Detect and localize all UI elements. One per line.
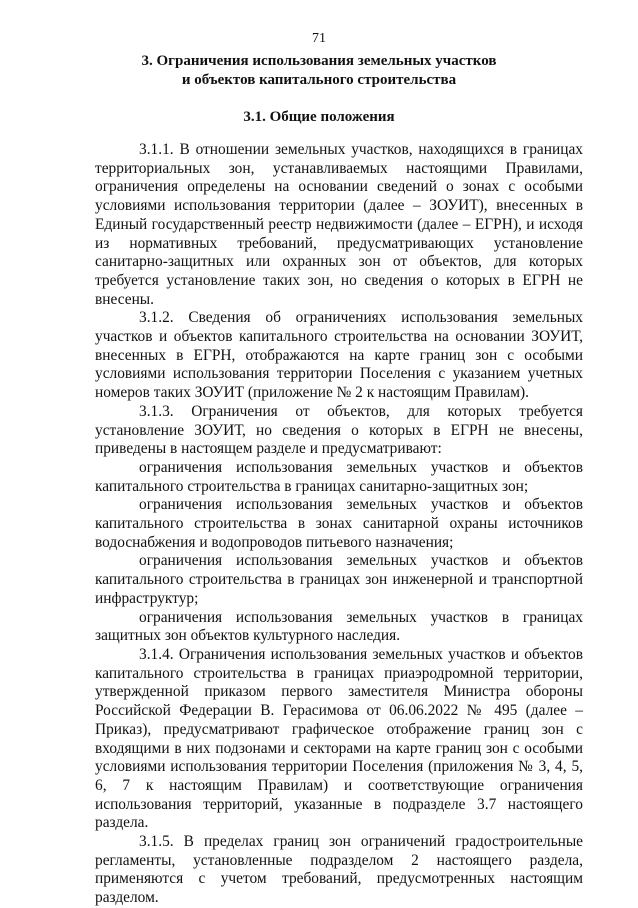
- paragraph-3-1-1: 3.1.1. В отношении земельных участков, находящихся в границах территориальных зон, устанавливаемых настоящими Правилами, ограничения определены на основании сведений о зонах с особыми условиями использования территории (далее – ЗОУИТ), внесенных в Единый государственный реестр недвижимости (далее – ЕГРН), и исходя из нормативных требований, предусматривающих установление санитарно-защитных или охранных зон от объектов, для которых требуется установление таких зон, но сведения о которых в ЕГРН не внесены.: [95, 141, 583, 308]
- section-title-line-1: 3. Ограничения использования земельных участков: [141, 53, 497, 69]
- paragraph-3-1-5: 3.1.5. В пределах границ зон ограничений градостроительные регламенты, установленные подразделом 2 настоящего раздела, применяются с учетом требований, предусмотренных настоящим разделом.: [95, 833, 583, 907]
- list-item-infrastructure-zones: ограничения использования земельных участков и объектов капитального строительства в границах зон инженерной и транспортной инфраструктур;: [95, 552, 583, 607]
- section-title: [0, 52, 638, 90]
- section-title-line-2: и объектов капитального строительства: [181, 72, 457, 88]
- list-item-water-supply-protection-zones: ограничения использования земельных участков и объектов капитального строительства в зонах санитарной охраны источников водоснабжения и водопроводов питьевого назначения;: [95, 496, 583, 551]
- paragraph-3-1-4: 3.1.4. Ограничения использования земельных участков и объектов капитального строительства в границах приаэродромной территории, утвержденной приказом первого заместителя Министра обороны Российской Федерации В. Герасимова от 06.06.2022 № 495 (далее – Приказ), предусматривают графическое отображение границ зон с входящими в них подзонами и секторами на карте границ зон с особыми условиями использования территории Поселения (приложения № 3, 4, 5, 6, 7 к настоящим Правилам) и соответствующие ограничения использования территорий, указанные в подразделе 3.7 настоящего раздела.: [95, 645, 583, 832]
- paragraph-3-1-2: 3.1.2. Сведения об ограничениях использования земельных участков и объектов капитального строительства на основании ЗОУИТ, внесенных в ЕГРН, отображаются на карте границ зон с особыми условиями использования территории Поселения с указанием учетных номеров таких ЗОУИТ (приложение № 2 к настоящим Правилам).: [95, 309, 583, 402]
- page-number: 71: [312, 31, 326, 46]
- paragraph-3-1-3: 3.1.3. Ограничения от объектов, для которых требуется установление ЗОУИТ, но сведения о которых в ЕГРН не внесены, приведены в настоящем разделе и предусматривают:: [95, 402, 583, 458]
- list-item-sanitary-protection-zones: ограничения использования земельных участков и объектов капитального строительства в границах санитарно-защитных зон;: [95, 458, 583, 495]
- list-item-cultural-heritage-zones: ограничения использования земельных участков в границах защитных зон объектов культурного наследия.: [95, 608, 583, 645]
- body-text: [95, 141, 583, 908]
- subsection-title: 3.1. Общие положения: [243, 109, 395, 125]
